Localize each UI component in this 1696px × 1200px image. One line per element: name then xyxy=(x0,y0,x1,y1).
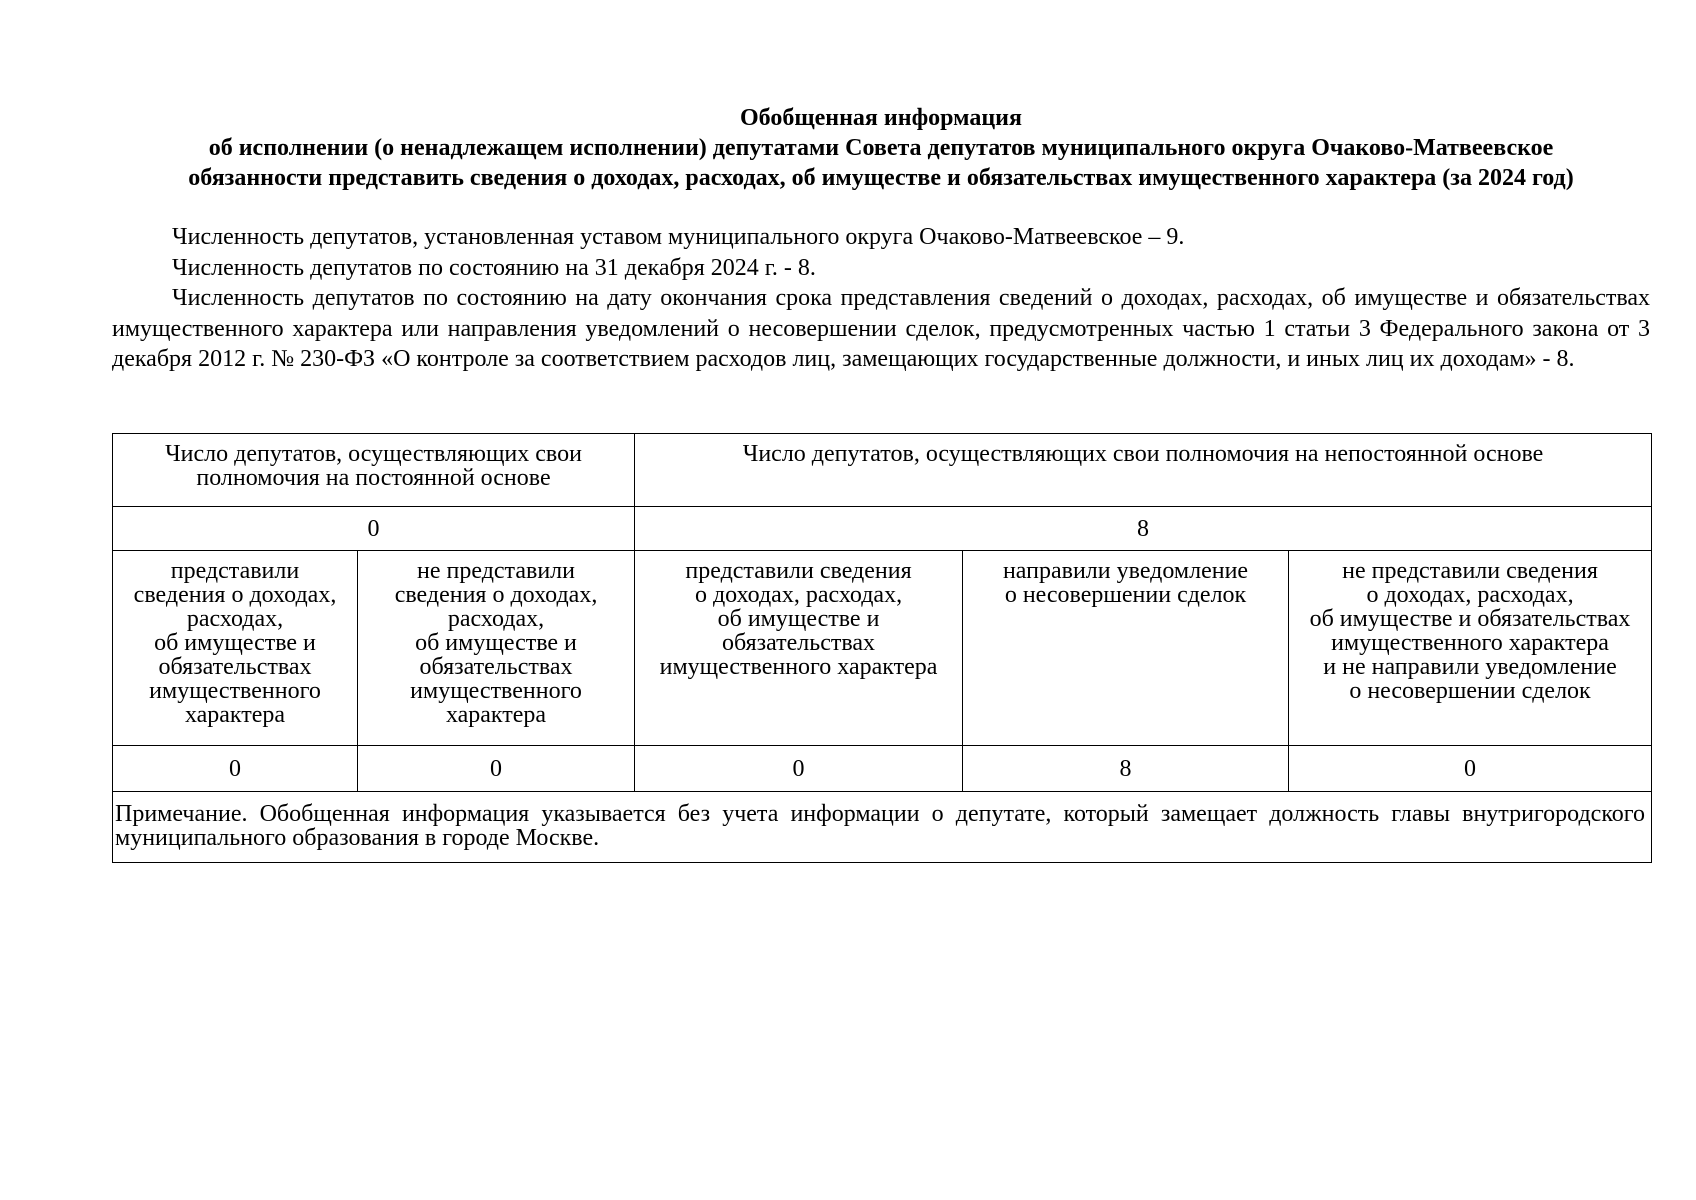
paragraph-year-end-count: Численность депутатов по состоянию на 31 декабря 2024 г. - 8. xyxy=(172,254,816,281)
deputies-statistics-table xyxy=(112,433,1652,863)
table-header-row xyxy=(113,434,1652,507)
value-nonperm-notified: 8 xyxy=(963,746,1289,792)
table-values-row xyxy=(113,746,1652,792)
header-permanent: Число депутатов, осуществляющих свои полномочия на постоянной основе xyxy=(113,434,635,507)
paragraph-statutory-count: Численность депутатов, установленная уставом муниципального округа Очаково-Матвеевское – 9. xyxy=(172,224,1185,250)
table-totals-row xyxy=(113,507,1652,551)
title-line-3: обязанности представить сведения о доходах, расходах, об имуществе и обязательствах имущественного характера (за 2024 год) xyxy=(188,165,1574,191)
value-nonperm-neither: 0 xyxy=(1289,746,1652,792)
paragraph-deadline-count: Численность депутатов по состоянию на дату окончания срока представления сведений о доходах, расходах, об имуществе и обязательствах имущественного характера или направления уведомлений о несовершении сделок, предусмотренных частью 1 статьи 3 Федерального закона от 3 декабря 2012 г. № 230-ФЗ «О контроле за соответствием расходов лиц, замещающих государственные должности, и иных лиц их доходам» - 8. xyxy=(112,285,1650,372)
subheader-nonperm-neither: не представили сведения о доходах, расходах, об имуществе и обязательствах имущественного характера и не направили уведомление о несовершении сделок xyxy=(1289,551,1652,746)
subheader-perm-not-submitted: не представили сведения о доходах, расходах, об имуществе и обязательствах имущественного характера xyxy=(358,551,635,746)
header-non-permanent: Число депутатов, осуществляющих свои полномочия на непостоянной основе xyxy=(635,434,1652,507)
subheader-perm-submitted: представили сведения о доходах, расходах, об имуществе и обязательствах имущественного характера xyxy=(113,551,358,746)
subheader-nonperm-notified: направили уведомление о несовершении сделок xyxy=(963,551,1289,746)
subheader-nonperm-submitted: представили сведения о доходах, расходах, об имуществе и обязательствах имущественного характера xyxy=(635,551,963,746)
document-body xyxy=(112,222,1650,375)
table-subheader-row xyxy=(113,551,1652,746)
value-perm-submitted: 0 xyxy=(113,746,358,792)
title-line-2: об исполнении (о ненадлежащем исполнении) депутатами Совета депутатов муниципального округа Очаково-Матвеевское xyxy=(208,135,1554,161)
title-line-1: Обобщенная информация xyxy=(740,105,1022,131)
total-non-permanent: 8 xyxy=(635,507,1652,551)
document-title xyxy=(112,103,1650,193)
value-perm-not-submitted: 0 xyxy=(358,746,635,792)
table-note: Примечание. Обобщенная информация указывается без учета информации о депутате, который замещает должность главы внутригородского муниципального образования в городе Москве. xyxy=(113,792,1652,863)
total-permanent: 0 xyxy=(113,507,635,551)
value-nonperm-submitted: 0 xyxy=(635,746,963,792)
table-note-row xyxy=(113,792,1652,863)
